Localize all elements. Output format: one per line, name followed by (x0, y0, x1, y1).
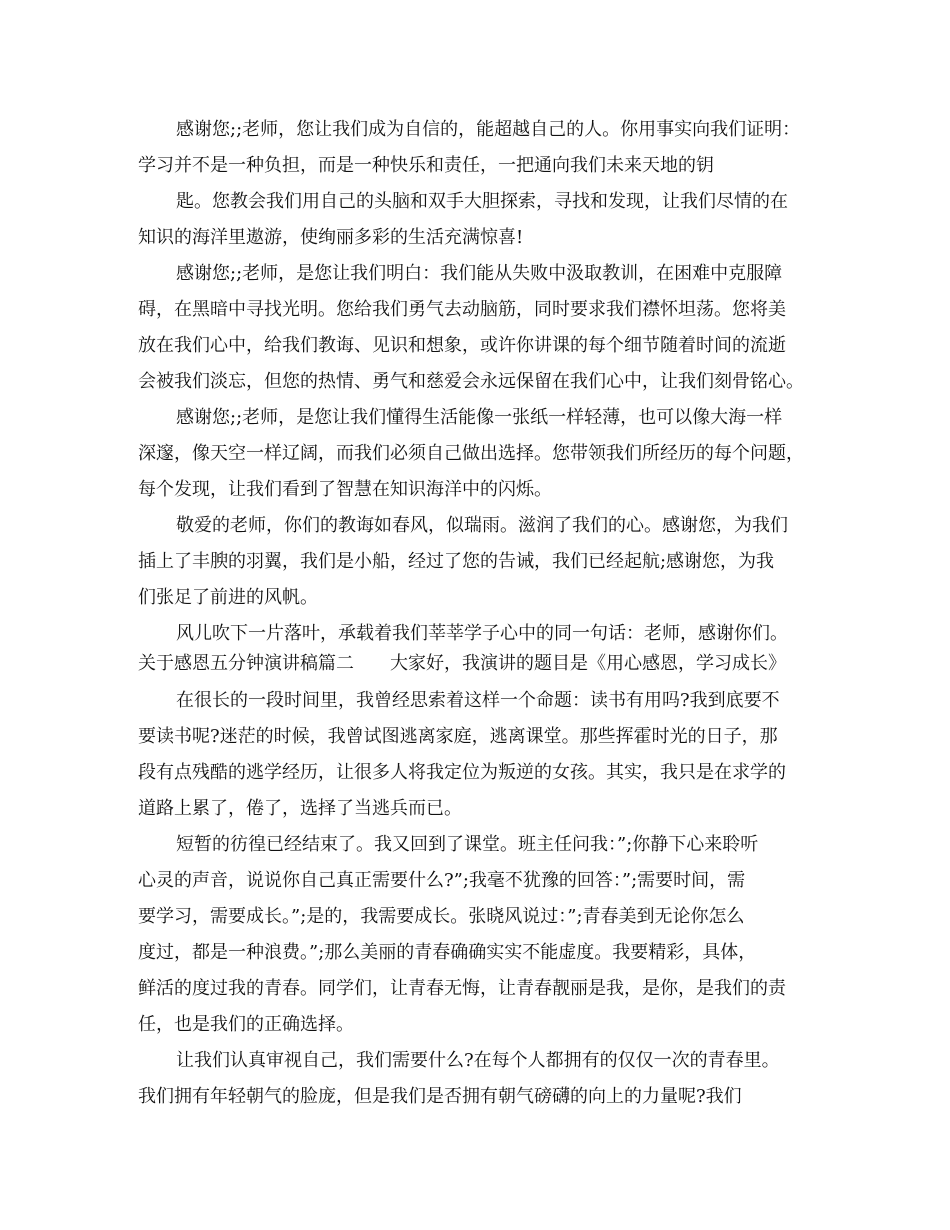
text-line: 每个发现，让我们看到了智慧在知识海洋中的闪烁。 (138, 479, 552, 500)
text-line: 知识的海洋里遨游，使绚丽多彩的生活充满惊喜! (138, 227, 524, 248)
text-line: 让我们认真审视自己，我们需要什么?在每个人都拥有的仅仅一次的青春里。 (176, 1050, 780, 1071)
text-line: 插上了丰腴的羽翼，我们是小船，经过了您的告诫，我们已经起航;感谢您，为我 (138, 551, 775, 572)
text-line: 深邃，像天空一样辽阔，而我们必须自己做出选择。您带领我们所经历的每个问题， (138, 443, 804, 464)
text-line: 鲜活的度过我的青春。同学们，让青春无悔，让青春靓丽是我，是你，是我们的责 (138, 978, 786, 999)
text-line: 段有点残酷的逃学经历，让很多人将我定位为叛逆的女孩。其实，我只是在求学的 (138, 762, 786, 783)
text-line: 感谢您;;老师，您让我们成为自信的，能超越自己的人。你用事实向我们证明： (176, 119, 801, 140)
text-line: 任，也是我们的正确选择。 (138, 1014, 354, 1035)
text-line: 们张足了前进的风帆。 (138, 587, 318, 608)
text-line: 我们拥有年轻朝气的脸庞，但是我们是否拥有朝气磅礴的向上的力量呢?我们 (138, 1086, 742, 1107)
text-line: 学习并不是一种负担，而是一种快乐和责任，一把通向我们未来天地的钥 (138, 155, 714, 176)
text-line: 道路上累了，倦了，选择了当逃兵而已。 (138, 798, 462, 819)
section-heading-line: 关于感恩五分钟演讲稿篇二 大家好，我演讲的题目是《用心感恩，学习成长》 (138, 653, 786, 674)
text-line: 匙。您教会我们用自己的头脑和双手大胆探索，寻找和发现，让我们尽情的在 (176, 191, 788, 212)
text-line: 短暂的彷徨已经结束了。我又回到了课堂。班主任问我：”;你静下心来聆听 (176, 834, 759, 855)
text-line: 会被我们淡忘，但您的热情、勇气和慈爱会永远保留在我们心中，让我们刻骨铭心。 (138, 371, 804, 392)
text-line: 感谢您;;老师，是您让我们明白：我们能从失败中汲取教训，在困难中克服障 (176, 263, 783, 284)
text-line: 心灵的声音，说说你自己真正需要什么?”;我毫不犹豫的回答：”;需要时间，需 (138, 870, 746, 891)
text-line: 要学习，需要成长。”;是的，我需要成长。张晓风说过：”;青春美到无论你怎么 (138, 906, 745, 927)
text-line: 度过，都是一种浪费。”;那么美丽的青春确确实实不能虚度。我要精彩，具体， (138, 942, 757, 963)
text-line: 在很长的一段时间里，我曾经思索着这样一个命题：读书有用吗?我到底要不 (176, 690, 780, 711)
text-line: 要读书呢?迷茫的时候，我曾试图逃离家庭，逃离课堂。那些挥霍时光的日子，那 (138, 726, 778, 747)
text-line: 敬爱的老师，你们的教诲如春风，似瑞雨。滋润了我们的心。感谢您，为我们 (176, 515, 788, 536)
text-line: 感谢您;;老师，是您让我们懂得生活能像一张纸一样轻薄，也可以像大海一样 (176, 407, 783, 428)
text-line: 放在我们心中，给我们教诲、见识和想象，或许你讲课的每个细节随着时间的流逝 (138, 335, 786, 356)
text-line: 碍，在黑暗中寻找光明。您给我们勇气去动脑筋，同时要求我们襟怀坦荡。您将美 (138, 299, 786, 320)
text-line: 风儿吹下一片落叶，承载着我们莘莘学子心中的同一句话：老师，感谢你们。 (176, 623, 788, 644)
